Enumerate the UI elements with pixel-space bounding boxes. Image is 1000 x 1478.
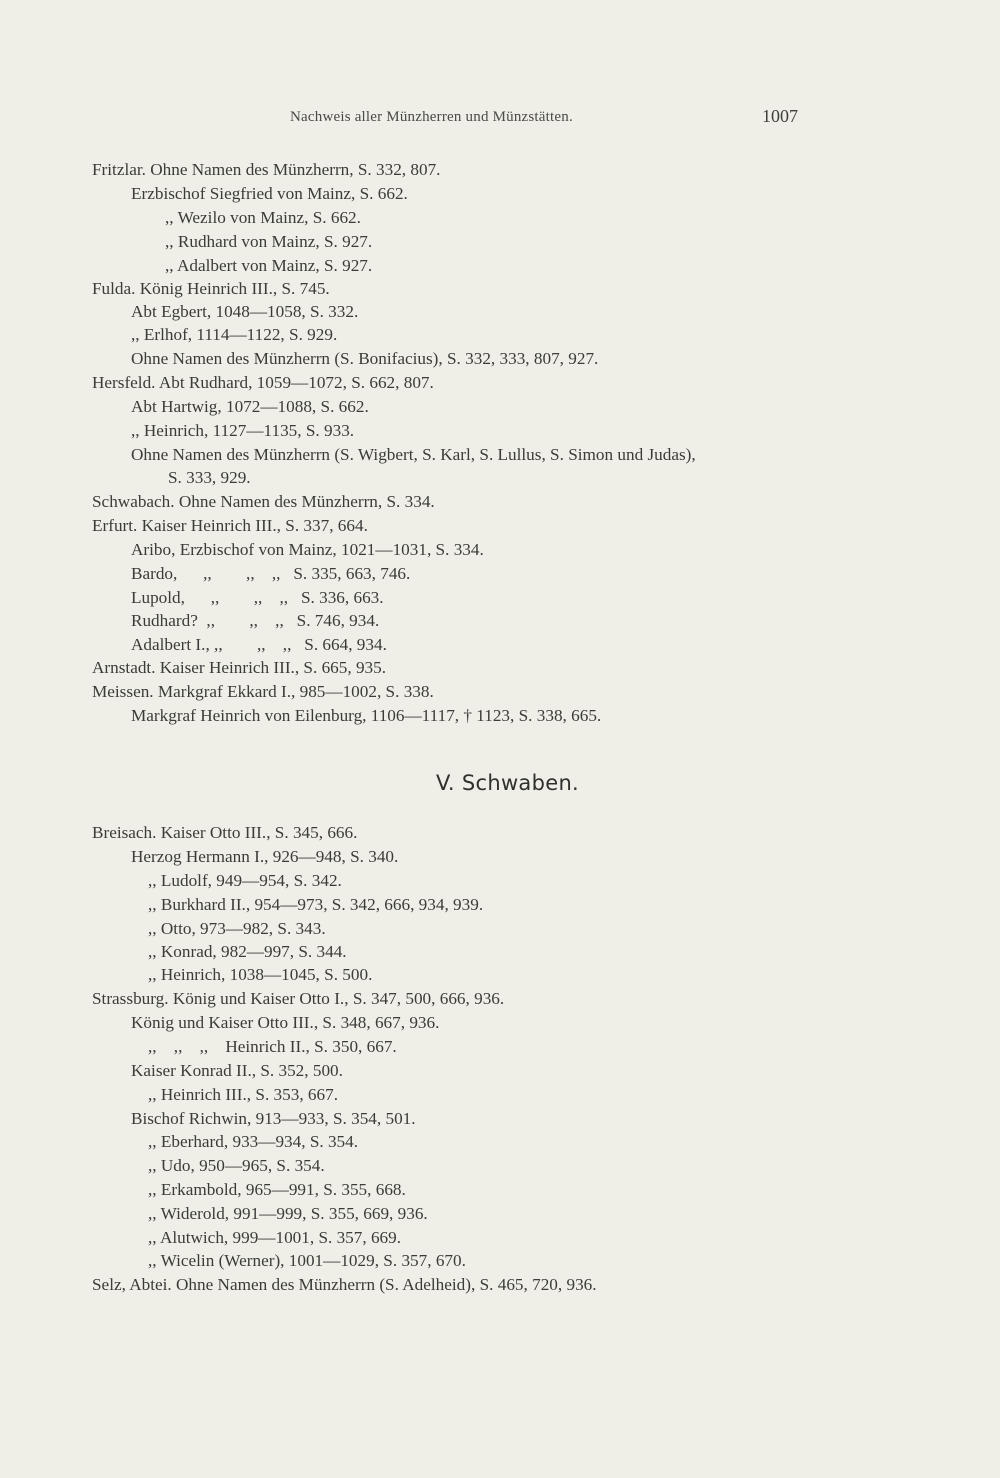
index-entry-line: Ohne Namen des Münzherrn (S. Bonifacius), S. 332, 333, 807, 927. bbox=[131, 349, 599, 368]
index-entry-line: ,, Heinrich, 1127—1135, S. 933. bbox=[131, 421, 355, 440]
index-entry-line: Ohne Namen des Münzherrn (S. Wigbert, S. Karl, S. Lullus, S. Simon und Judas), bbox=[131, 445, 696, 464]
index-entry-line: Bardo, ,, ,, ,, S. 335, 663, 746. bbox=[131, 564, 411, 583]
index-entry-line: ,, Heinrich III., S. 353, 667. bbox=[148, 1085, 338, 1104]
index-entry-line: Breisach. Kaiser Otto III., S. 345, 666. bbox=[92, 823, 358, 842]
index-entry-line: ,, Alutwich, 999—1001, S. 357, 669. bbox=[148, 1228, 402, 1247]
index-entry-line: ,, Rudhard von Mainz, S. 927. bbox=[165, 232, 373, 251]
index-entry-line: ,, Ludolf, 949—954, S. 342. bbox=[148, 871, 342, 890]
index-entry-line: ,, Udo, 950—965, S. 354. bbox=[148, 1156, 325, 1175]
index-entry-line: ,, Heinrich, 1038—1045, S. 500. bbox=[148, 965, 373, 984]
index-entry-line: ,, Erlhof, 1114—1122, S. 929. bbox=[131, 325, 338, 344]
index-entry-line: Bischof Richwin, 913—933, S. 354, 501. bbox=[131, 1109, 416, 1128]
index-entry-line: Abt Hartwig, 1072—1088, S. 662. bbox=[131, 397, 369, 416]
index-entry-line: ,, Erkambold, 965—991, S. 355, 668. bbox=[148, 1180, 406, 1199]
index-entry-line: Kaiser Konrad II., S. 352, 500. bbox=[131, 1061, 343, 1080]
index-entry-line: ,, Widerold, 991—999, S. 355, 669, 936. bbox=[148, 1204, 428, 1223]
running-head: Nachweis aller Münzherren und Münzstätten. bbox=[290, 109, 573, 125]
index-entry-line: ,, Adalbert von Mainz, S. 927. bbox=[165, 256, 373, 275]
index-entry-line: Fritzlar. Ohne Namen des Münzherrn, S. 332, 807. bbox=[92, 160, 441, 179]
index-entry-line: Lupold, ,, ,, ,, S. 336, 663. bbox=[131, 588, 384, 607]
index-entry-line: ,, Wezilo von Mainz, S. 662. bbox=[165, 208, 361, 227]
index-entry-line: Abt Egbert, 1048—1058, S. 332. bbox=[131, 302, 359, 321]
index-entry-line: Arnstadt. Kaiser Heinrich III., S. 665, 935. bbox=[92, 658, 387, 677]
index-entry-line: Strassburg. König und Kaiser Otto I., S. 347, 500, 666, 936. bbox=[92, 989, 505, 1008]
index-entry-line: ,, Otto, 973—982, S. 343. bbox=[148, 919, 326, 938]
index-entry-line: ,, Burkhard II., 954—973, S. 342, 666, 934, 939. bbox=[148, 895, 484, 914]
index-entry-line: S. 333, 929. bbox=[168, 468, 251, 487]
index-entry-line: Erfurt. Kaiser Heinrich III., S. 337, 664. bbox=[92, 516, 368, 535]
index-entry-line: ,, Eberhard, 933—934, S. 354. bbox=[148, 1132, 359, 1151]
index-entry-line: Fulda. König Heinrich III., S. 745. bbox=[92, 279, 330, 298]
index-entry-line: Herzog Hermann I., 926—948, S. 340. bbox=[131, 847, 399, 866]
index-entry-line: Hersfeld. Abt Rudhard, 1059—1072, S. 662, 807. bbox=[92, 373, 434, 392]
index-entry-line: Markgraf Heinrich von Eilenburg, 1106—1117, † 1123, S. 338, 665. bbox=[131, 706, 602, 725]
index-entry-line: Erzbischof Siegfried von Mainz, S. 662. bbox=[131, 184, 408, 203]
index-entry-line: ,, ,, ,, Heinrich II., S. 350, 667. bbox=[148, 1037, 397, 1056]
index-entry-line: Selz, Abtei. Ohne Namen des Münzherrn (S. Adelheid), S. 465, 720, 936. bbox=[92, 1275, 597, 1294]
page-header bbox=[0, 106, 1000, 133]
index-entry-line: Schwabach. Ohne Namen des Münzherrn, S. 334. bbox=[92, 492, 435, 511]
index-entry-line: ,, Konrad, 982—997, S. 344. bbox=[148, 942, 347, 961]
index-entry-line: Aribo, Erzbischof von Mainz, 1021—1031, S. 334. bbox=[131, 540, 484, 559]
index-entry-line: Rudhard? ,, ,, ,, S. 746, 934. bbox=[131, 611, 380, 630]
index-entry-line: ,, Wicelin (Werner), 1001—1029, S. 357, 670. bbox=[148, 1251, 466, 1270]
index-entry-line: Meissen. Markgraf Ekkard I., 985—1002, S. 338. bbox=[92, 682, 434, 701]
page-number: 1007 bbox=[762, 106, 798, 126]
index-entry-line: König und Kaiser Otto III., S. 348, 667, 936. bbox=[131, 1013, 440, 1032]
section-heading: V. Schwaben. bbox=[435, 771, 580, 795]
index-entry-line: Adalbert I., ,, ,, ,, S. 664, 934. bbox=[131, 635, 387, 654]
